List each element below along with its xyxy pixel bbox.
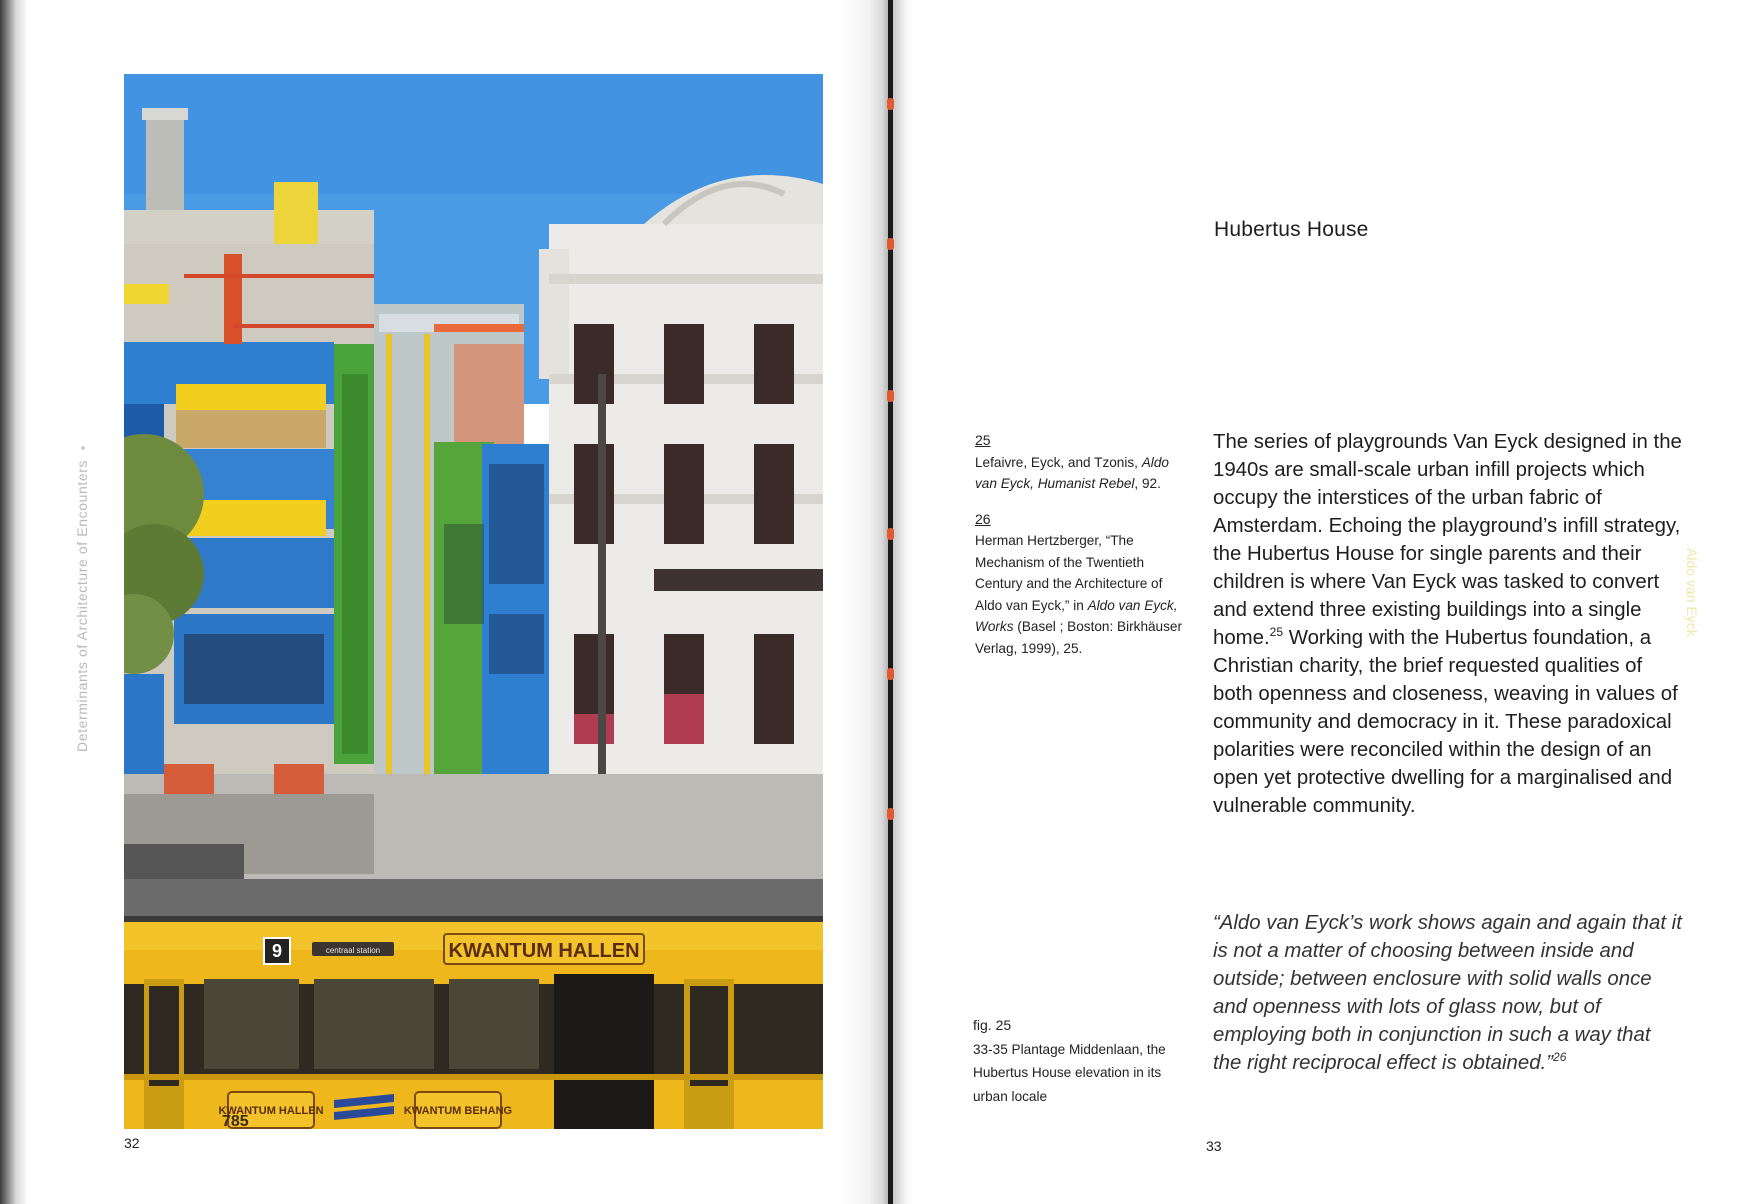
footnote-title: Aldo van Eyck, Humanist Rebel [975, 454, 1169, 491]
photo-tram-destination: centraal station [325, 946, 381, 955]
figure-caption-text: 33-35 Plantage Middenlaan, the Hubertus House elevation in its urban locale [973, 1041, 1166, 1104]
section-title: Hubertus House [1214, 218, 1369, 241]
page-number-right: 33 [1206, 1138, 1222, 1154]
figure-label: fig. 25 [973, 1017, 1012, 1033]
footnote-25 [975, 430, 1185, 495]
page-number-left: 32 [124, 1135, 140, 1151]
binding-stitch [887, 98, 894, 110]
footnote-title: Aldo van Eyck, Works [975, 597, 1178, 634]
photo-tram-ad-left: KWANTUM HALLEN [218, 1105, 324, 1117]
footnote-26 [975, 509, 1185, 660]
footnote-ref-25[interactable]: 25 [1269, 625, 1284, 640]
footnotes [975, 430, 1185, 673]
footnote-authors: Lefaivre, Eyck, and Tzonis, [975, 454, 1138, 470]
footnote-authors: Herman Hertzberger, “The Mechanism of the Twentieth Century and the Architecture of Aldo van Eyck,” in [975, 533, 1163, 613]
footnote-number[interactable]: 26 [975, 510, 991, 527]
running-head-dot [81, 446, 85, 450]
body-text-part2: Working with the Hubertus foundation, a Christian charity, the brief requested qualities of both openness and closeness, weaving in values of community and democracy in it. These paradoxical polarities were reconciled within the design of an open yet protective dwelling for a marginalised and vulnerable community. [1213, 627, 1678, 817]
gutter-shadow-right [893, 0, 913, 1204]
photo-tram-route: 9 [271, 941, 283, 961]
footnote-rest: , 92. [1134, 476, 1161, 491]
block-quote [1213, 909, 1683, 1077]
page-edge-left [0, 0, 26, 1204]
binding-stitch [887, 528, 894, 540]
footnote-number[interactable]: 25 [975, 432, 991, 448]
photo-tram-roof [124, 879, 823, 919]
footnote-ref-26[interactable]: 26 [1553, 1050, 1567, 1065]
body-text-part1: The series of playgrounds Van Eyck designed in the 1940s are small-scale urban infill projects which occupy the interstices of the urban fabric of Amsterdam. Echoing the playground’s infill strategy, the Hubertus House for single parents and their children is where Van Eyck was tasked to convert and extend three existing buildings into a single home. [1213, 431, 1682, 649]
figure-caption [973, 1014, 1193, 1108]
quote-text: “Aldo van Eyck’s work shows again and again that it is not a matter of choosing between inside and outside; between enclosure with solid walls once and openness with lots of glass now, but of employing both in conjunction in such a way that the right reciprocal effect is obtained.” [1213, 912, 1682, 1074]
photo-tram-number: 785 [222, 1113, 249, 1129]
gutter-shadow [842, 0, 888, 1204]
running-head-left [74, 412, 94, 752]
photo-tram-banner: KWANTUM HALLEN [448, 940, 640, 962]
binding-stitch [887, 808, 894, 820]
body-paragraph [1213, 428, 1683, 820]
photo-tram-ad-right: KWANTUM BEHANG [403, 1105, 513, 1117]
running-head-right: Aldo van Eyck [1684, 548, 1700, 637]
figure-photo-hubertus-house [124, 74, 823, 1129]
footnote-rest: (Basel ; Boston: Birkhäuser Verlag, 1999), 25. [975, 619, 1183, 656]
binding-stitch [887, 238, 894, 250]
photo-illustration [124, 74, 823, 1129]
binding-stitch [887, 668, 894, 680]
running-head-text: Determinants of Architecture of Encounters [74, 459, 90, 752]
binding-stitch [887, 390, 894, 402]
